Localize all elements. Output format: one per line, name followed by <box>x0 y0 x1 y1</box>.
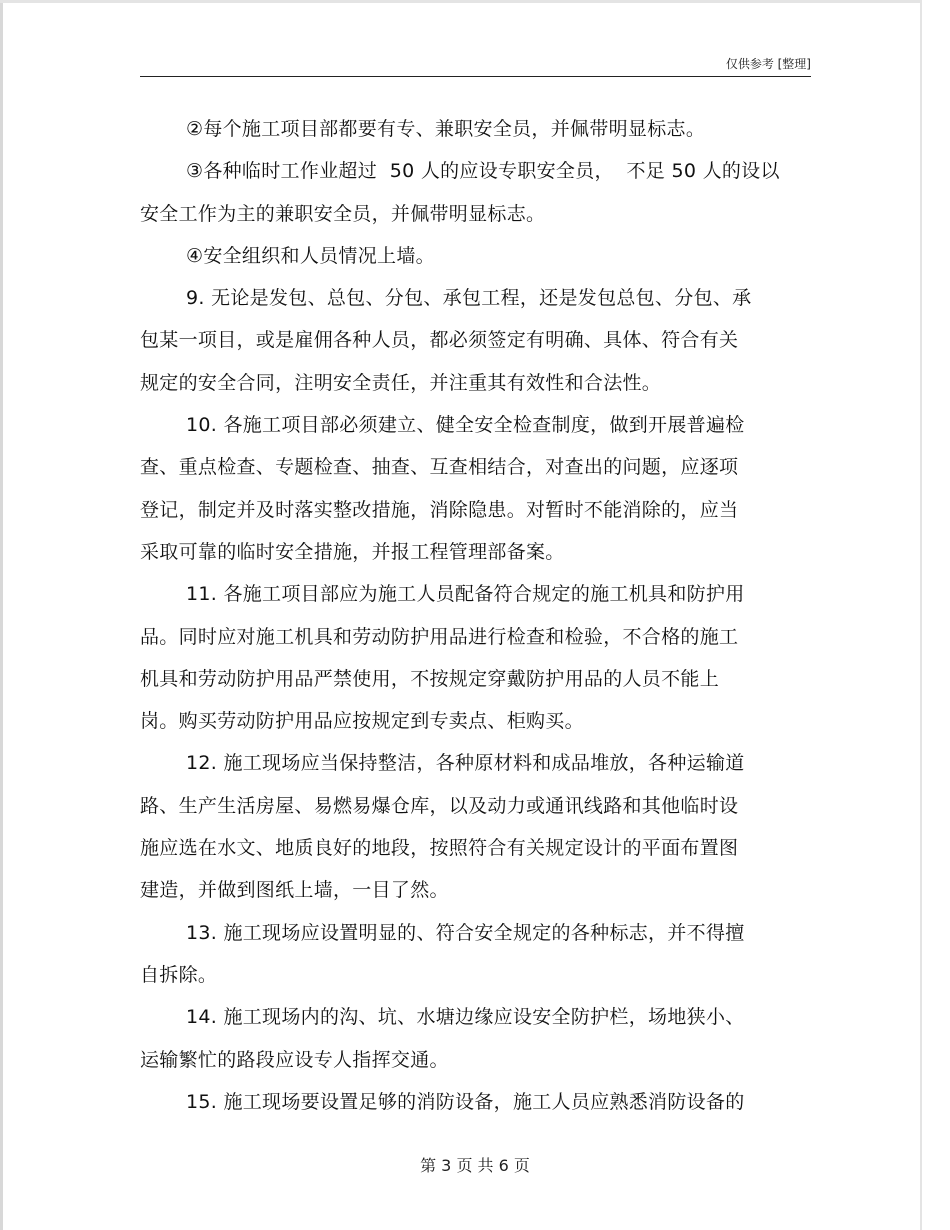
paragraph-line: 登记，制定并及时落实整改措施，消除隐患。对暂时不能消除的，应当 <box>140 498 739 521</box>
document-body <box>140 108 812 1123</box>
paragraph-line: 15. 施工现场要设置足够的消防设备，施工人员应熟悉消防设备的 <box>186 1090 745 1113</box>
paragraph-line: 9. 无论是发包、总包、分包、承包工程，还是发包总包、分包、承 <box>186 287 752 310</box>
paragraph-line: 采取可靠的临时安全措施，并报工程管理部备案。 <box>140 540 565 563</box>
paragraph-line: 14. 施工现场内的沟、坑、水塘边缘应设安全防护栏，场地狭小、 <box>186 1006 745 1029</box>
paragraph-line: 安全工作为主的兼职安全员，并佩带明显标志。 <box>140 202 546 225</box>
page-footer: 第 3 页 共 6 页 <box>420 1156 530 1175</box>
paragraph-line: 运输繁忙的路段应设专人指挥交通。 <box>140 1048 449 1071</box>
paragraph-line: 12. 施工现场应当保持整洁，各种原材料和成品堆放，各种运输道 <box>186 752 745 775</box>
page-edge-right <box>920 0 922 1230</box>
paragraph-line: 13. 施工现场应设置明显的、符合安全规定的各种标志，并不得擅 <box>186 921 745 944</box>
paragraph-line: ④安全组织和人员情况上墙。 <box>186 244 435 267</box>
paragraph-line: 建造，并做到图纸上墙，一目了然。 <box>140 879 449 902</box>
paragraph-line: 11. 各施工项目部应为施工人员配备符合规定的施工机具和防护用 <box>186 583 745 606</box>
page-edge-top <box>0 0 922 3</box>
paragraph-line: 机具和劳动防护用品严禁使用，不按规定穿戴防护用品的人员不能上 <box>140 667 720 690</box>
page-header: 仅供参考 [整理] <box>725 57 811 71</box>
paragraph-line: ③各种临时工作业超过 50 人的应设专职安全员， 不足 50 人的设以 <box>186 160 780 183</box>
paragraph-line: 包某一项目，或是雇佣各种人员，都必须签定有明确、具体、符合有关 <box>140 329 739 352</box>
paragraph-line: 规定的安全合同，注明安全责任，并注重其有效性和合法性。 <box>140 371 662 394</box>
paragraph-line: 品。同时应对施工机具和劳动防护用品进行检查和检验，不合格的施工 <box>140 625 739 648</box>
paragraph-line: 自拆除。 <box>140 963 218 986</box>
header-rule <box>140 76 811 77</box>
paragraph-line: 路、生产生活房屋、易燃易爆仓库，以及动力或通讯线路和其他临时设 <box>140 794 739 817</box>
paragraph-line: 施应选在水文、地质良好的地段，按照符合有关规定设计的平面布置图 <box>140 837 739 860</box>
page-edge-left <box>0 0 3 1230</box>
paragraph-line: 10. 各施工项目部必须建立、健全安全检查制度，做到开展普遍检 <box>186 414 745 437</box>
paragraph-line: ②每个施工项目部都要有专、兼职安全员，并佩带明显标志。 <box>186 118 706 140</box>
paragraph-line: 岗。购买劳动防护用品应按规定到专卖点、柜购买。 <box>140 710 584 733</box>
paragraph-line: 查、重点检查、专题检查、抽查、互查相结合，对查出的问题，应逐项 <box>140 456 739 479</box>
